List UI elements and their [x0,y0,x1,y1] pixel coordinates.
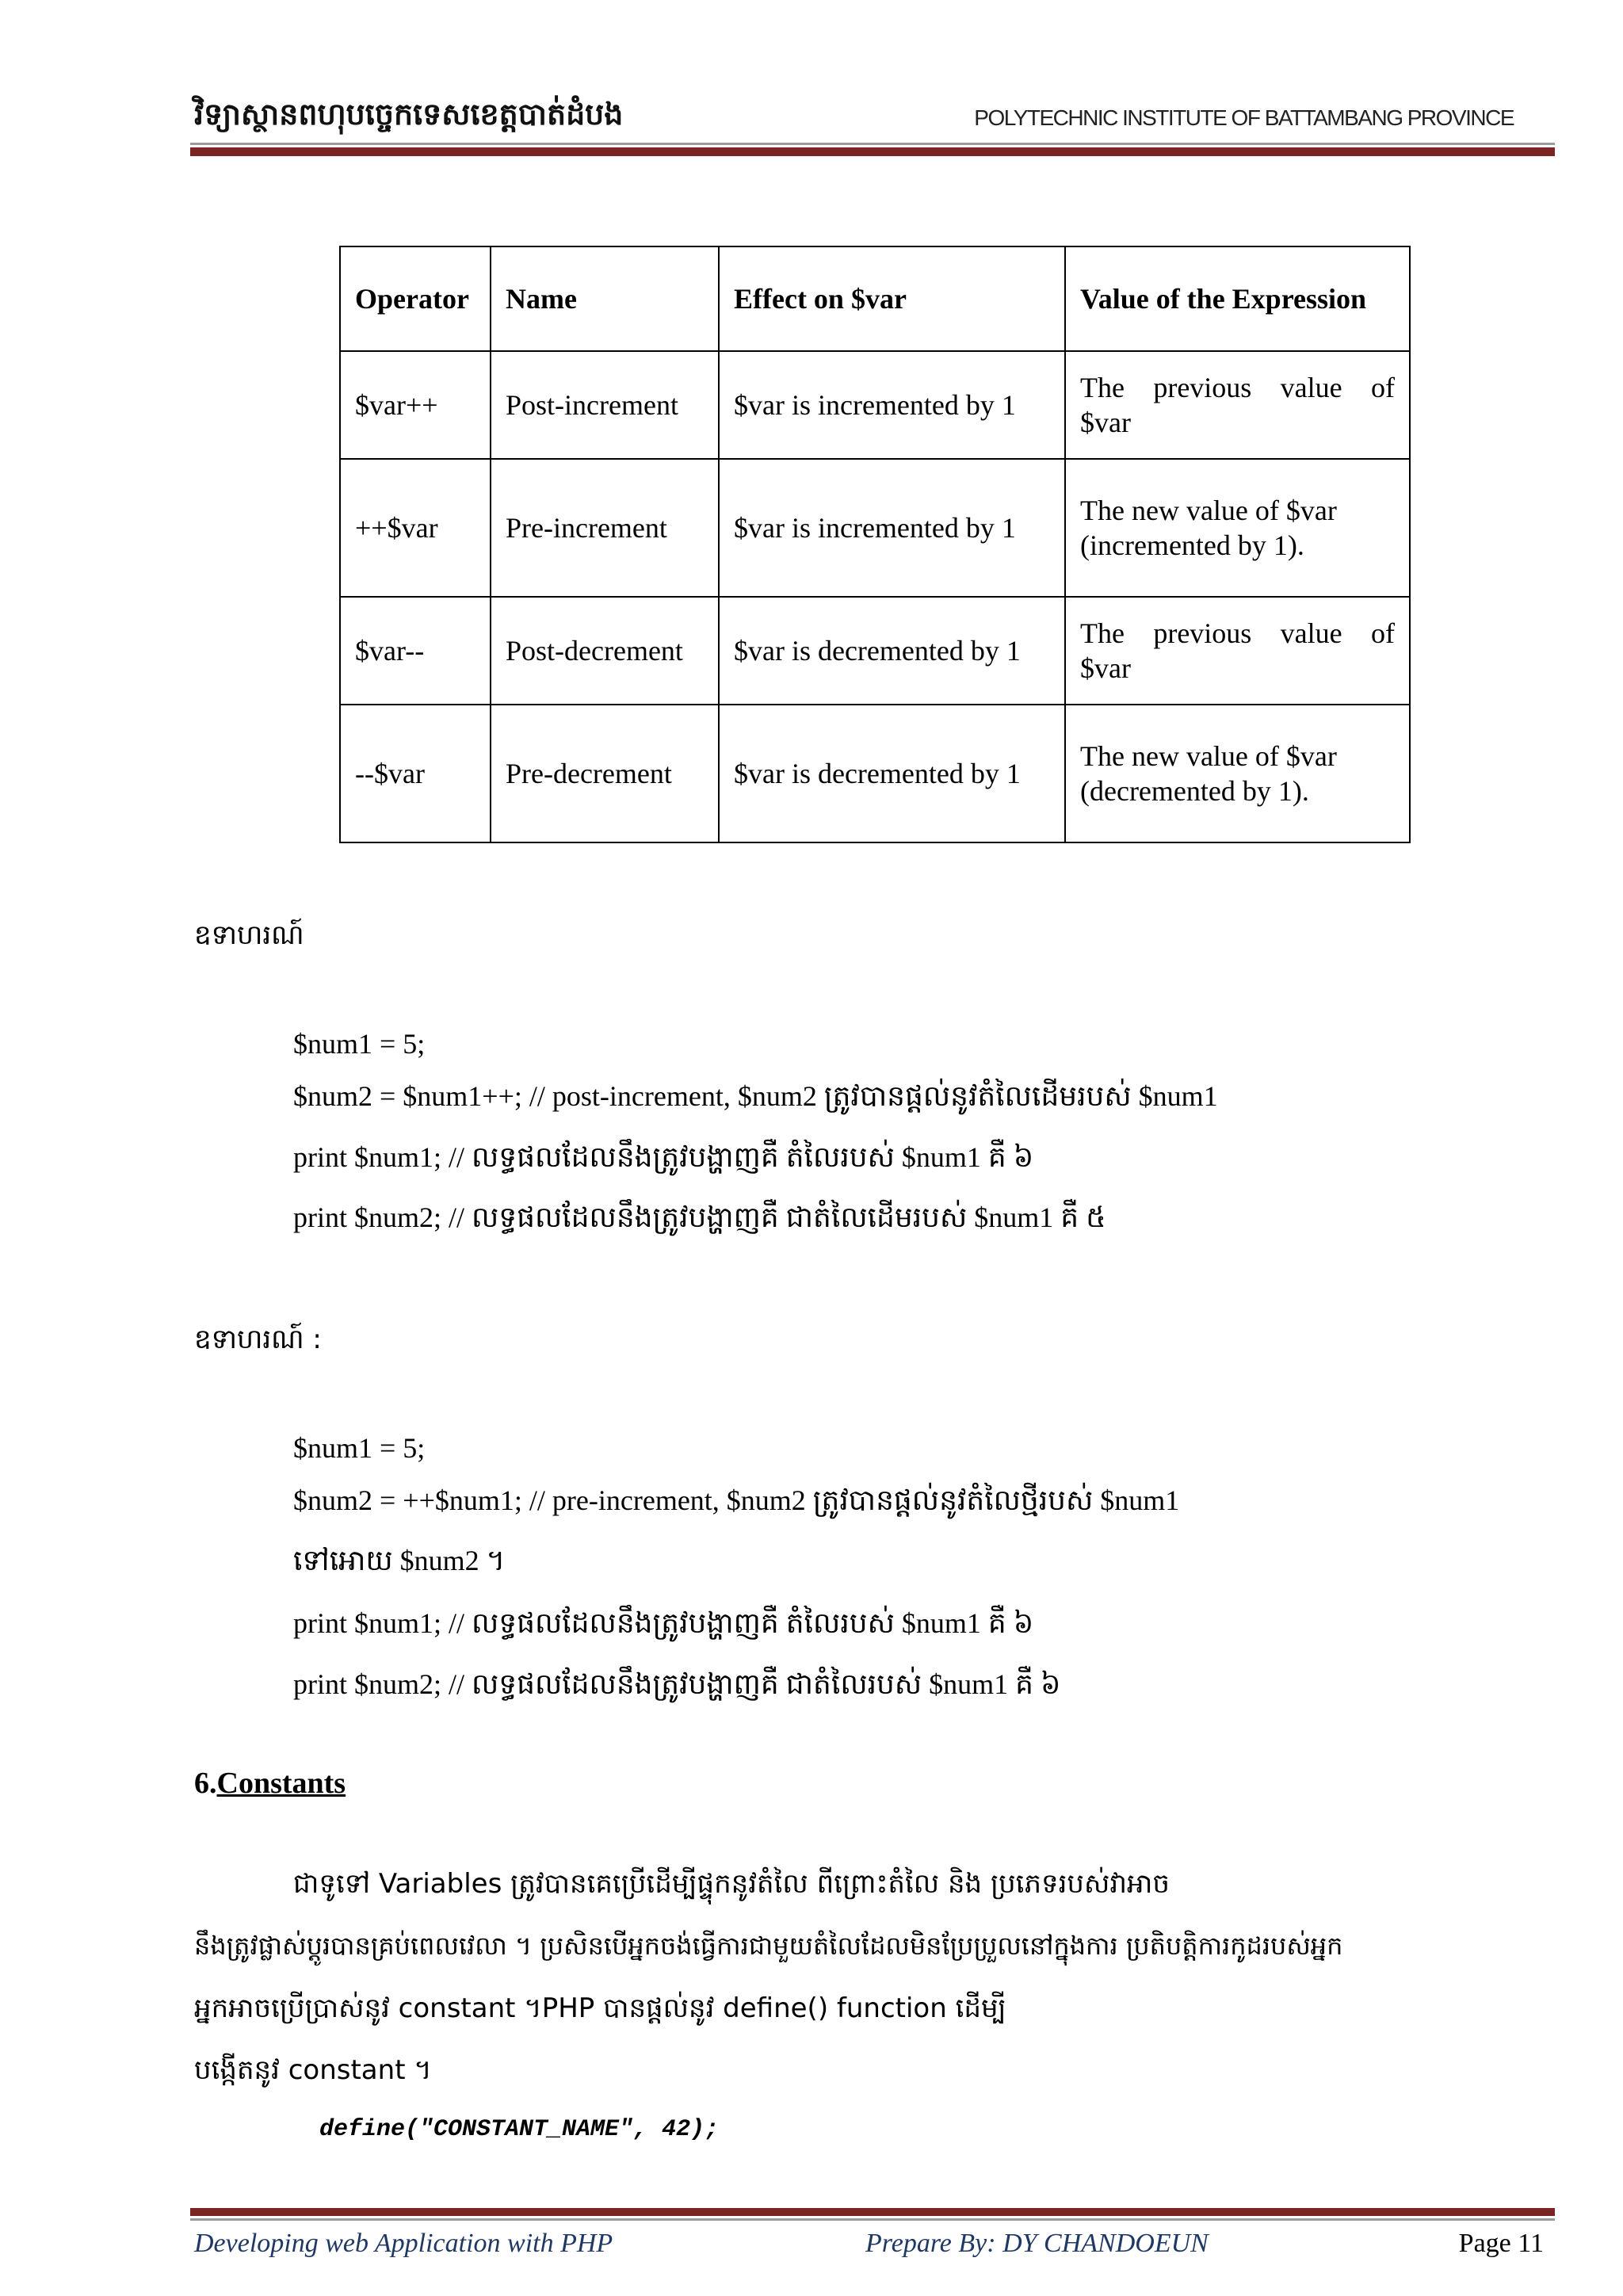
value-cell [1065,351,1410,459]
value-line: The previous value of [1080,617,1395,649]
footer-page-number: Page 11 [1458,2229,1544,2258]
operator-cell: $var++ [340,351,491,459]
value-line: $var [1080,652,1131,684]
table-row [340,351,1410,459]
paragraph-line: អ្នកអាចប្រើប្រាស់នូវ constant ។PHP បានផ្តល់នូវ define() function ដើម្បី [194,1992,1006,2024]
value-line: The previous value of [1080,372,1395,403]
section-heading [194,1766,346,1801]
header-rule-thin [190,143,1555,145]
value-line: (decremented by 1). [1080,775,1309,807]
value-line: The new value of $var [1080,740,1337,772]
code-line: $num2 = ++$num1; // pre-increment, $num2 ត្រូវបានផ្តល់នូវតំលៃថ្មីរបស់ $num1 [293,1484,1180,1516]
code-line: $num2 = $num1++; // post-increment, $num2 ត្រូវបានផ្តល់នូវតំលៃដើមរបស់ $num1 [293,1080,1218,1112]
table-row [340,705,1410,842]
paragraph-line: នឹងត្រូវផ្លាស់ប្តូរបានគ្រប់ពេលវេលា ។ ប្រសិនបើអ្នកចង់ធ្វើការជាមួយតំលៃដែលមិនប្រែប្រួលនៅក្នុងការ ប្រតិបត្តិការកូដរបស់អ្នក [194,1931,1343,1961]
code-line: $num1 = 5; [293,1432,426,1464]
code-line: ទៅអោយ $num2 ។ [293,1545,506,1576]
code-line: print $num1; // លទ្ធផលដែលនឹងត្រូវបង្ហាញគឺ តំលៃរបស់ $num1 គឺ ៦ [293,1141,1034,1173]
table-header-cell: Value of the Expression [1065,246,1410,351]
table-header-cell: Effect on $var [719,246,1065,351]
name-cell: Pre-increment [491,459,719,597]
define-code-sample: define("CONSTANT_NAME", 42); [319,2116,720,2143]
effect-cell: $var is incremented by 1 [719,459,1065,597]
footer-rule-thick [190,2208,1555,2216]
table-row [340,597,1410,705]
footer-rule-thin [190,2218,1555,2221]
value-line: The new value of $var [1080,495,1337,526]
header-rule-thick [190,147,1555,156]
table-header-cell: Name [491,246,719,351]
value-cell [1065,705,1410,842]
header-english-title: POLYTECHNIC INSTITUTE OF BATTAMBANG PROVINCE [974,105,1514,130]
increment-operators-table [339,246,1411,843]
footer-author: Prepare By: DY CHANDOEUN [865,2229,1209,2258]
footer-course-title: Developing web Application with PHP [194,2229,613,2258]
value-cell [1065,597,1410,705]
table-header-cell: Operator [340,246,491,351]
section-title: Constants [216,1767,346,1800]
value-line: (incremented by 1). [1080,529,1304,561]
name-cell: Pre-decrement [491,705,719,842]
table-row [340,459,1410,597]
table-header-row [340,246,1410,351]
example-heading: ឧទាហរណ៍ : [194,1324,322,1355]
code-line: print $num2; // លទ្ធផលដែលនឹងត្រូវបង្ហាញគឺ ជាតំលៃរបស់ $num1 គឺ ៦ [293,1668,1061,1700]
code-line: print $num2; // លទ្ធផលដែលនឹងត្រូវបង្ហាញគឺ ជាតំលៃដើមរបស់ $num1 គឺ ៥ [293,1201,1106,1233]
value-cell [1065,459,1410,597]
value-line: $var [1080,407,1131,438]
operator-cell: --$var [340,705,491,842]
effect-cell: $var is decremented by 1 [719,705,1065,842]
header-khmer-title: វិទ្យាស្ថានពហុបច្ចេកទេសខេត្តបាត់ដំបង [194,97,624,132]
example-heading: ឧទាហរណ៍ [194,919,304,951]
paragraph-line: បង្កើតនូវ constant ។ [194,2054,432,2086]
paragraph-line: ជាទូទៅ Variables ត្រូវបានគេប្រើដើម្បីផ្ទុកនូវតំលៃ ពីព្រោះតំលៃ និង ប្រភេទរបស់វាអាច [293,1868,1170,1900]
name-cell: Post-decrement [491,597,719,705]
operator-cell: $var-- [340,597,491,705]
code-line: print $num1; // លទ្ធផលដែលនឹងត្រូវបង្ហាញគឺ តំលៃរបស់ $num1 គឺ ៦ [293,1607,1034,1639]
section-number: 6. [194,1767,217,1800]
effect-cell: $var is decremented by 1 [719,597,1065,705]
operator-cell: ++$var [340,459,491,597]
code-line: $num1 = 5; [293,1028,426,1060]
name-cell: Post-increment [491,351,719,459]
effect-cell: $var is incremented by 1 [719,351,1065,459]
